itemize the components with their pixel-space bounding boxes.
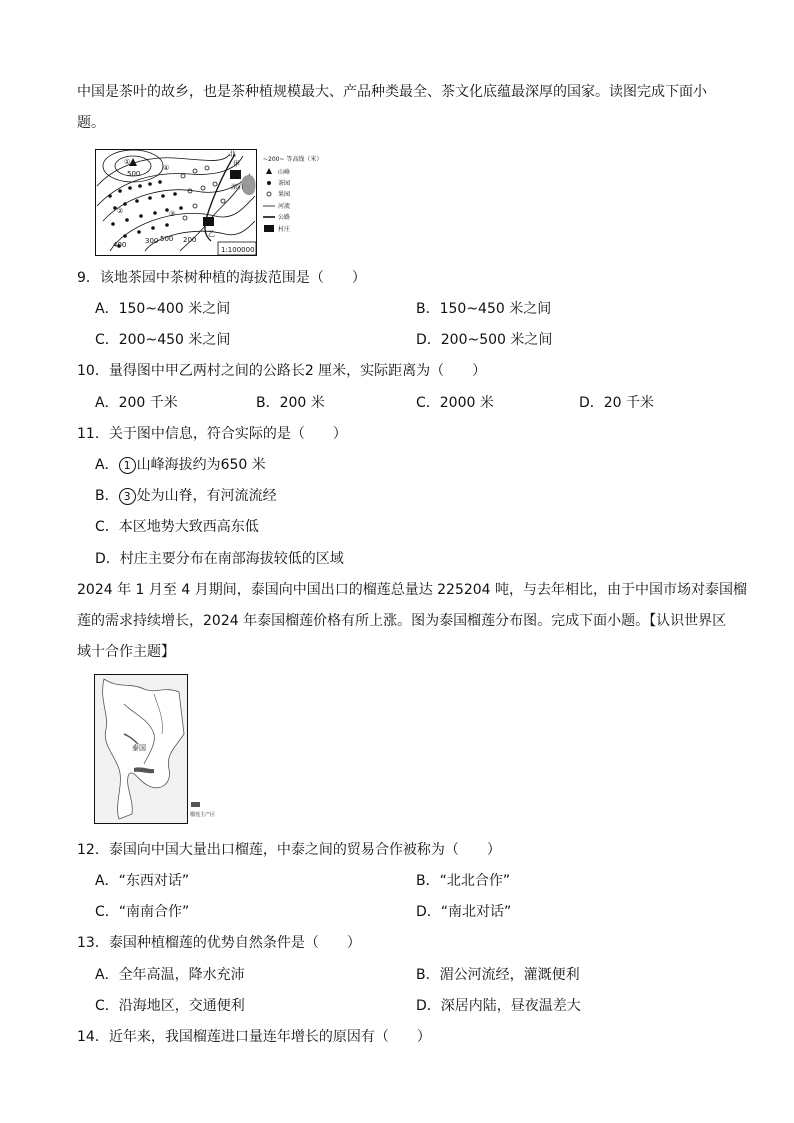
contour-map-figure <box>95 146 330 257</box>
legend-contour: ~200~ 等高线（米） <box>263 156 323 163</box>
legend-tea: 茶园 <box>278 180 291 187</box>
question-13-option-a[interactable]: A．全年高温，降水充沛 <box>95 967 245 983</box>
question-10-option-a[interactable]: A．200 千米 <box>95 395 178 411</box>
legend-peak: 山峰 <box>278 169 291 176</box>
contour-200-label: 200 <box>183 236 197 244</box>
circled-number-3: 3 <box>119 488 136 505</box>
contour-400-label: 400 <box>113 241 127 249</box>
village-yi <box>203 217 214 226</box>
legend-river: 河流 <box>278 203 291 210</box>
legend-peak-icon <box>266 168 272 174</box>
contour-500-label: 500 <box>160 235 174 243</box>
question-9-option-d[interactable]: D．200~500 米之间 <box>416 332 553 348</box>
contour-300-label: 300 <box>145 237 159 245</box>
question-14-stem: 14．近年来，我国榴莲进口量连年增长的原因有（ ） <box>77 1029 431 1045</box>
question-13-option-d[interactable]: D．深居内陆，昼夜温差大 <box>416 998 581 1014</box>
north-label: 北 <box>229 150 236 158</box>
legend-orchard-icon <box>267 192 271 196</box>
point-2-label: ② <box>117 207 124 215</box>
lake-label: 湖泊 <box>231 184 244 191</box>
intro2-line-3: 域十合作主题】 <box>77 644 175 660</box>
circled-number-1: 1 <box>119 457 136 474</box>
question-12-option-b[interactable]: B．“北北合作” <box>416 873 511 889</box>
thailand-map-figure <box>94 674 216 824</box>
country-label: 泰国 <box>132 744 146 752</box>
intro2-line-2: 莲的需求持续增长，2024 年泰国榴莲价格有所上涨。图为泰国榴莲分布图。完成下面小题。【认识世界区 <box>77 613 727 629</box>
village-yi-label: 乙 <box>208 230 215 238</box>
question-9-option-b[interactable]: B．150~450 米之间 <box>416 301 552 317</box>
village-jia <box>230 170 241 179</box>
legend-tea-icon <box>267 181 271 185</box>
intro-line-1: 中国是茶叶的故乡，也是茶种植规模最大、产品种类最全、茶文化底蕴最深厚的国家。读图完成下面小 <box>77 84 707 100</box>
question-12-option-a[interactable]: A．“东西对话” <box>95 873 190 889</box>
legend-village-icon <box>264 225 274 232</box>
question-11-option-a[interactable]: A． 1 山峰海拔约为650 米 <box>95 457 266 473</box>
question-9-option-a[interactable]: A．150~400 米之间 <box>95 301 231 317</box>
legend-road: 公路 <box>278 214 291 221</box>
elevation-label: 500 <box>127 170 141 178</box>
question-11-stem: 11．关于图中信息，符合实际的是（ ） <box>77 426 347 442</box>
question-13-option-b[interactable]: B．湄公河流经，灌溉便利 <box>416 967 580 983</box>
question-12-option-d[interactable]: D．“南北对话” <box>416 904 512 920</box>
village-jia-label: 甲 <box>233 160 240 168</box>
question-13-option-c[interactable]: C．沿海地区，交通便利 <box>95 998 245 1014</box>
legend-durian-label: 榴莲主产区 <box>190 812 216 818</box>
intro2-line-1: 2024 年 1 月至 4 月期间，泰国向中国出口的榴莲总量达 225204 吨，与去年相比，由于中国市场对泰国榴 <box>77 582 748 598</box>
question-12-stem: 12．泰国向中国大量出口榴莲，中泰之间的贸易合作被称为（ ） <box>77 842 501 858</box>
point-4-label: ④ <box>163 164 170 172</box>
question-11-option-c[interactable]: C．本区地势大致西高东低 <box>95 519 259 535</box>
legend-durian-icon <box>191 802 200 807</box>
legend-orchard: 果园 <box>278 191 291 198</box>
intro-line-2: 题。 <box>77 115 105 131</box>
point-3-label: ③ <box>169 210 176 218</box>
question-10-option-d[interactable]: D．20 千米 <box>579 395 655 411</box>
scale-label: 1:100000 <box>221 246 255 254</box>
question-13-stem: 13．泰国种植榴莲的优势自然条件是（ ） <box>77 935 361 951</box>
question-11-option-a-text: 山峰海拔约为650 米 <box>136 457 266 473</box>
peak-label: ① <box>124 158 131 166</box>
question-11-option-d[interactable]: D．村庄主要分布在南部海拔较低的区域 <box>95 551 344 567</box>
question-12-option-c[interactable]: C．“南南合作” <box>95 904 190 920</box>
lake-shape <box>242 175 256 195</box>
legend-village: 村庄 <box>278 226 291 233</box>
question-10-option-b[interactable]: B．200 米 <box>256 395 325 411</box>
question-10-option-c[interactable]: C．2000 米 <box>416 395 494 411</box>
question-11-option-b[interactable]: B． 3 处为山脊，有河流流经 <box>95 488 277 504</box>
question-9-option-c[interactable]: C．200~450 米之间 <box>95 332 231 348</box>
question-10-stem: 10．量得图中甲乙两村之间的公路长2 厘米，实际距离为（ ） <box>77 363 487 379</box>
question-11-option-b-text: 处为山脊，有河流流经 <box>136 488 277 504</box>
question-9-stem: 9．该地茶园中茶树种植的海拔范围是（ ） <box>77 270 366 286</box>
